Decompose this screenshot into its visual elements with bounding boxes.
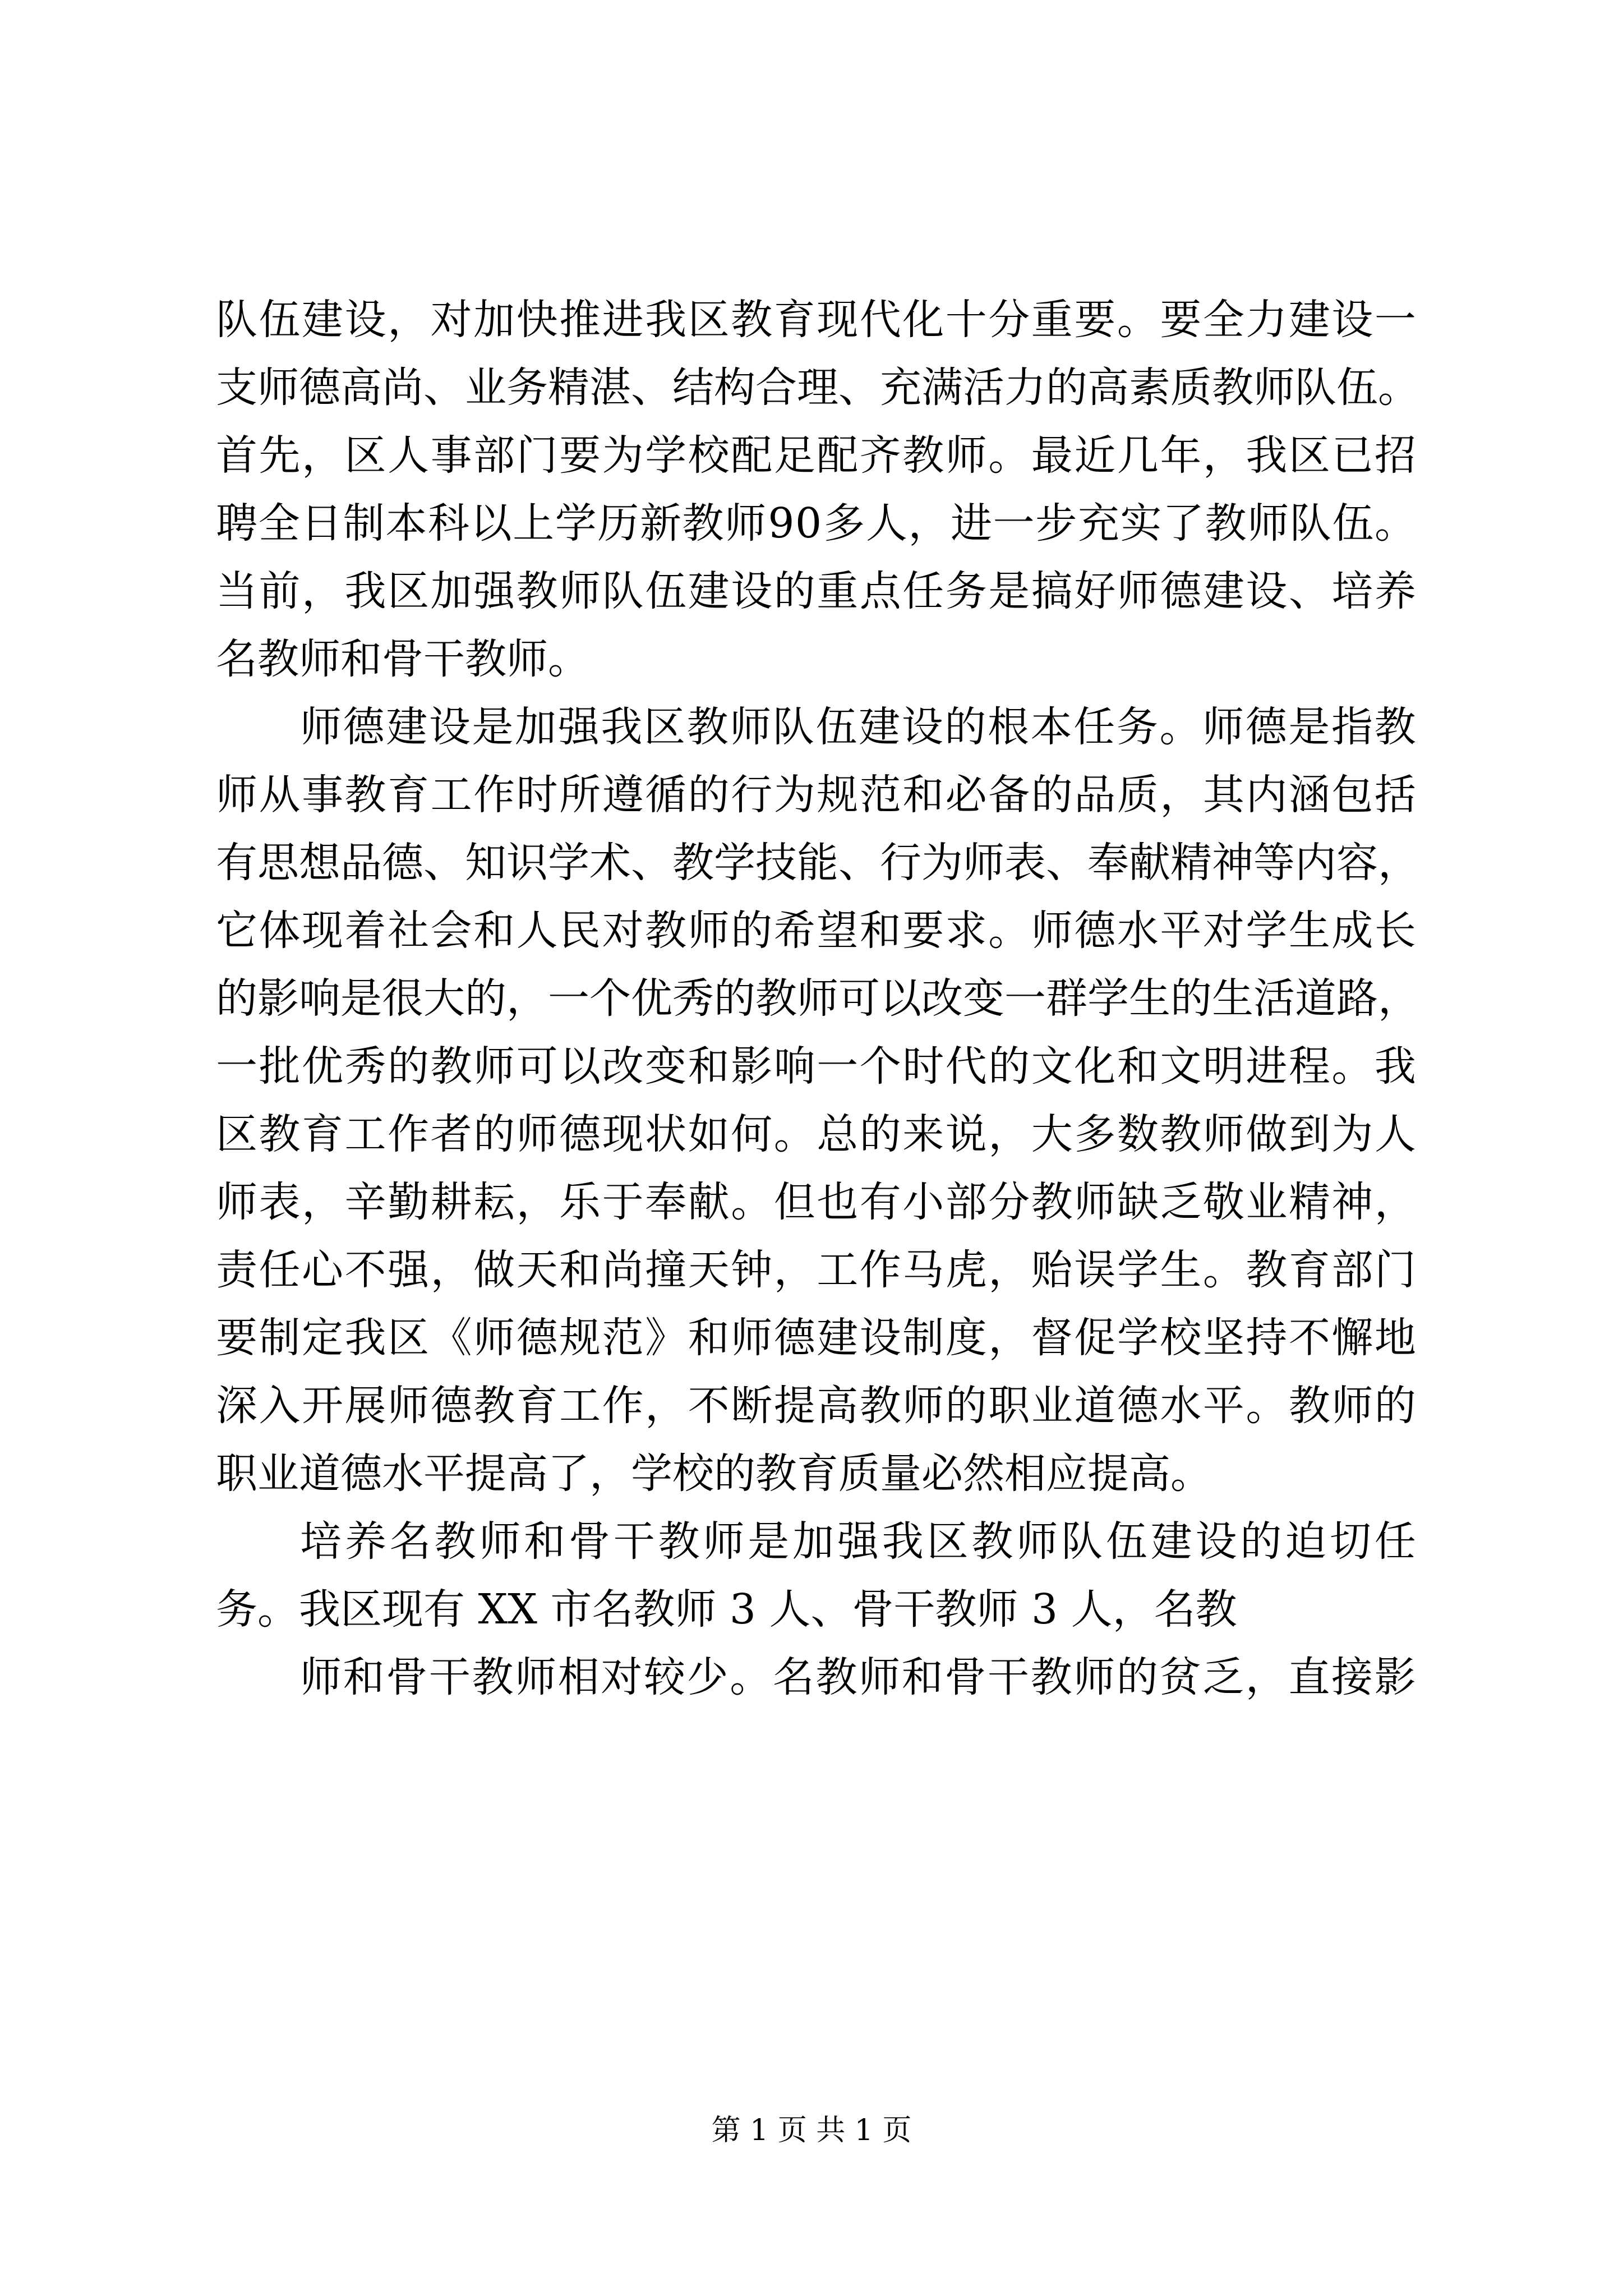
text-line: 它 体 现 着 社 会 和 人 民 对 教 师 的 希 望 和 要 求 。 师 德 水 平 对 学 生 成 长 [216,907,1416,955]
text-line: 队 伍 建 设 ， 对 加 快 推 进 我 区 教 育 现 代 化 十 分 重 要 。 要 全 力 建 设 一 [216,296,1416,344]
text-line: 首 先 ， 区 人 事 部 门 要 为 学 校 配 足 配 齐 教 师 。 最 近 几 年 ， 我 区 已 招 [216,431,1416,480]
text-line: 深 入 开 展 师 德 教 育 工 作 ， 不 断 提 高 教 师 的 职 业 道 德 水 平 。 教 师 的 [216,1382,1416,1430]
text-line: 名教师和骨干教师。 [216,635,589,683]
text-line: 责 任 心 不 强 ， 做 天 和 尚 撞 天 钟 ， 工 作 马 虎 ， 贻 误 学 生 。 教 育 部 门 [216,1246,1416,1294]
text-line: 师 从 事 教 育 工 作 时 所 遵 循 的 行 为 规 范 和 必 备 的 品 质 ， 其 内 涵 包 括 [216,771,1416,819]
text-line: 师 表 ， 辛 勤 耕 耘 ， 乐 于 奉 献 。 但 也 有 小 部 分 教 师 缺 乏 敬 业 精 神 ， [216,1178,1416,1226]
document-body [216,286,1419,1711]
text-line: 的 影 响 是 很 大 的 ， 一 个 优 秀 的 教 师 可 以 改 变 一 群 学 生 的 生 活 道 路 ， [216,974,1419,1023]
text-line: 当 前 ， 我 区 加 强 教 师 队 伍 建 设 的 重 点 任 务 是 搞 好 师 德 建 设 、 培 养 [216,567,1416,615]
text-line: 师 和 骨 干 教 师 相 对 较 少 。 名 教 师 和 骨 干 教 师 的 贫 乏 ， 直 接 影 [300,1653,1416,1701]
page-footer: 第 1 页 共 1 页 [711,2114,912,2147]
text-line: 务。我区现有 XX 市名教师 3 人、骨干教师 3 人，名教 [216,1585,1237,1634]
text-line: 职业道德水平提高了，学校的教育质量必然相应提高。 [216,1450,1212,1498]
text-line: 聘 全 日 制 本 科 以 上 学 历 新 教 师 9 0 多 人 ， 进 一 步 充 实 了 教 师 队 伍 。 [216,499,1416,547]
text-line: 要 制 定 我 区 《 师 德 规 范 》 和 师 德 建 设 制 度 ， 督 促 学 校 坚 持 不 懈 地 [216,1314,1416,1362]
text-line: 师 德 建 设 是 加 强 我 区 教 师 队 伍 建 设 的 根 本 任 务 。 师 德 是 指 教 [300,703,1416,751]
text-line: 有 思 想 品 德 、 知 识 学 术 、 教 学 技 能 、 行 为 师 表 、 奉 献 精 神 等 内 容 ， [216,839,1419,887]
text-line: 一 批 优 秀 的 教 师 可 以 改 变 和 影 响 一 个 时 代 的 文 化 和 文 明 进 程 。 我 [216,1042,1416,1091]
text-line: 区 教 育 工 作 者 的 师 德 现 状 如 何 。 总 的 来 说 ， 大 多 数 教 师 做 到 为 人 [216,1110,1416,1158]
text-line: 支 师 德 高 尚 、 业 务 精 湛 、 结 构 合 理 、 充 满 活 力 的 高 素 质 教 师 队 伍 。 [216,364,1419,412]
text-line: 培 养 名 教 师 和 骨 干 教 师 是 加 强 我 区 教 师 队 伍 建 设 的 迫 切 任 [300,1517,1416,1566]
